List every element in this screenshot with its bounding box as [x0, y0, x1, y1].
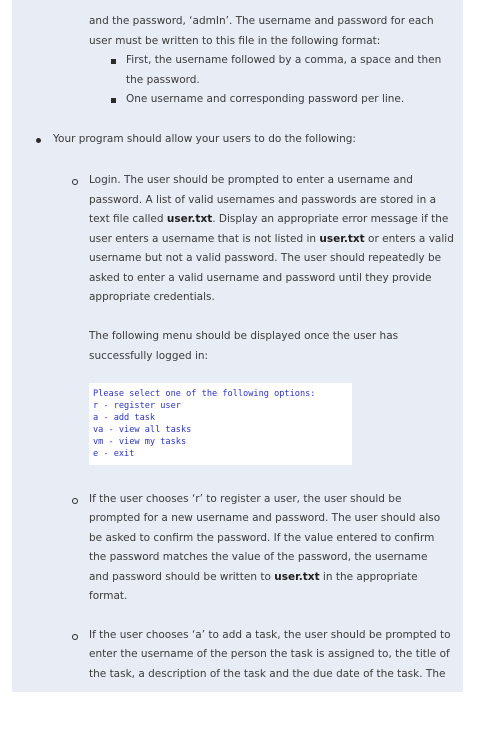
- login-line: appropriate credentials.: [89, 291, 215, 303]
- filename-bold: user.txt: [319, 233, 365, 245]
- add-task-line: enter the username of the person the task is assigned to, the title of: [89, 648, 450, 660]
- menu-intro-line: successfully logged in:: [89, 350, 209, 362]
- menu-intro-line: The following menu should be displayed once the user has: [89, 330, 399, 342]
- format-rule-line: First, the username followed by a comma, a space and then: [126, 54, 442, 66]
- main-bullet-text: Your program should allow your users to do the following:: [53, 133, 356, 145]
- format-rule-line: the password.: [126, 74, 200, 86]
- intro-line: user must be written to this file in the following format:: [89, 35, 381, 47]
- login-line: Login. The user should be prompted to enter a username and: [89, 174, 413, 186]
- login-line: user enters a username that is not listed in user.txt or enters a valid: [89, 233, 454, 245]
- menu-line: r - register user: [93, 401, 181, 411]
- login-line: text file called user.txt. Display an appropriate error message if the: [89, 213, 449, 225]
- register-line: the password matches the value of the password, the username: [89, 551, 428, 563]
- bullet-icon: [36, 138, 41, 143]
- menu-line: e - exit: [93, 449, 135, 459]
- register-line: If the user chooses ‘r’ to register a user, the user should be: [89, 493, 402, 505]
- register-line: prompted for a new username and password. The user should also: [89, 512, 441, 524]
- login-line: password. A list of valid usernames and passwords are stored in a: [89, 194, 437, 206]
- register-line: and password should be written to user.txt in the appropriate: [89, 571, 418, 583]
- add-task-line: the task, a description of the task and the due date of the task. The: [89, 668, 446, 680]
- filename-bold: user.txt: [166, 213, 213, 225]
- square-bullet-icon: [111, 98, 116, 103]
- filename-bold: user.txt: [274, 571, 320, 583]
- circle-bullet-icon: [72, 634, 78, 640]
- register-line: format.: [89, 590, 128, 602]
- square-bullet-icon: [111, 59, 116, 64]
- format-rule-line: One username and corresponding password per line.: [126, 93, 405, 105]
- menu-code-block: [89, 383, 352, 465]
- menu-line: a - add task: [93, 413, 156, 423]
- login-line: asked to enter a valid username and password until they provide: [89, 272, 432, 284]
- circle-bullet-icon: [72, 179, 78, 185]
- add-task-line: If the user chooses ‘a’ to add a task, the user should be prompted to: [89, 629, 451, 641]
- menu-line: vm - view my tasks: [93, 437, 187, 447]
- intro-line: and the password, ‘admIn’. The username and password for each: [89, 15, 434, 27]
- circle-bullet-icon: [72, 498, 78, 504]
- menu-line: va - view all tasks: [93, 425, 192, 435]
- document-page: [12, 0, 463, 692]
- register-line: be asked to confirm the password. If the value entered to confirm: [89, 532, 435, 544]
- menu-line: Please select one of the following options:: [93, 389, 316, 399]
- login-line: username but not a valid password. The user should repeatedly be: [89, 252, 442, 264]
